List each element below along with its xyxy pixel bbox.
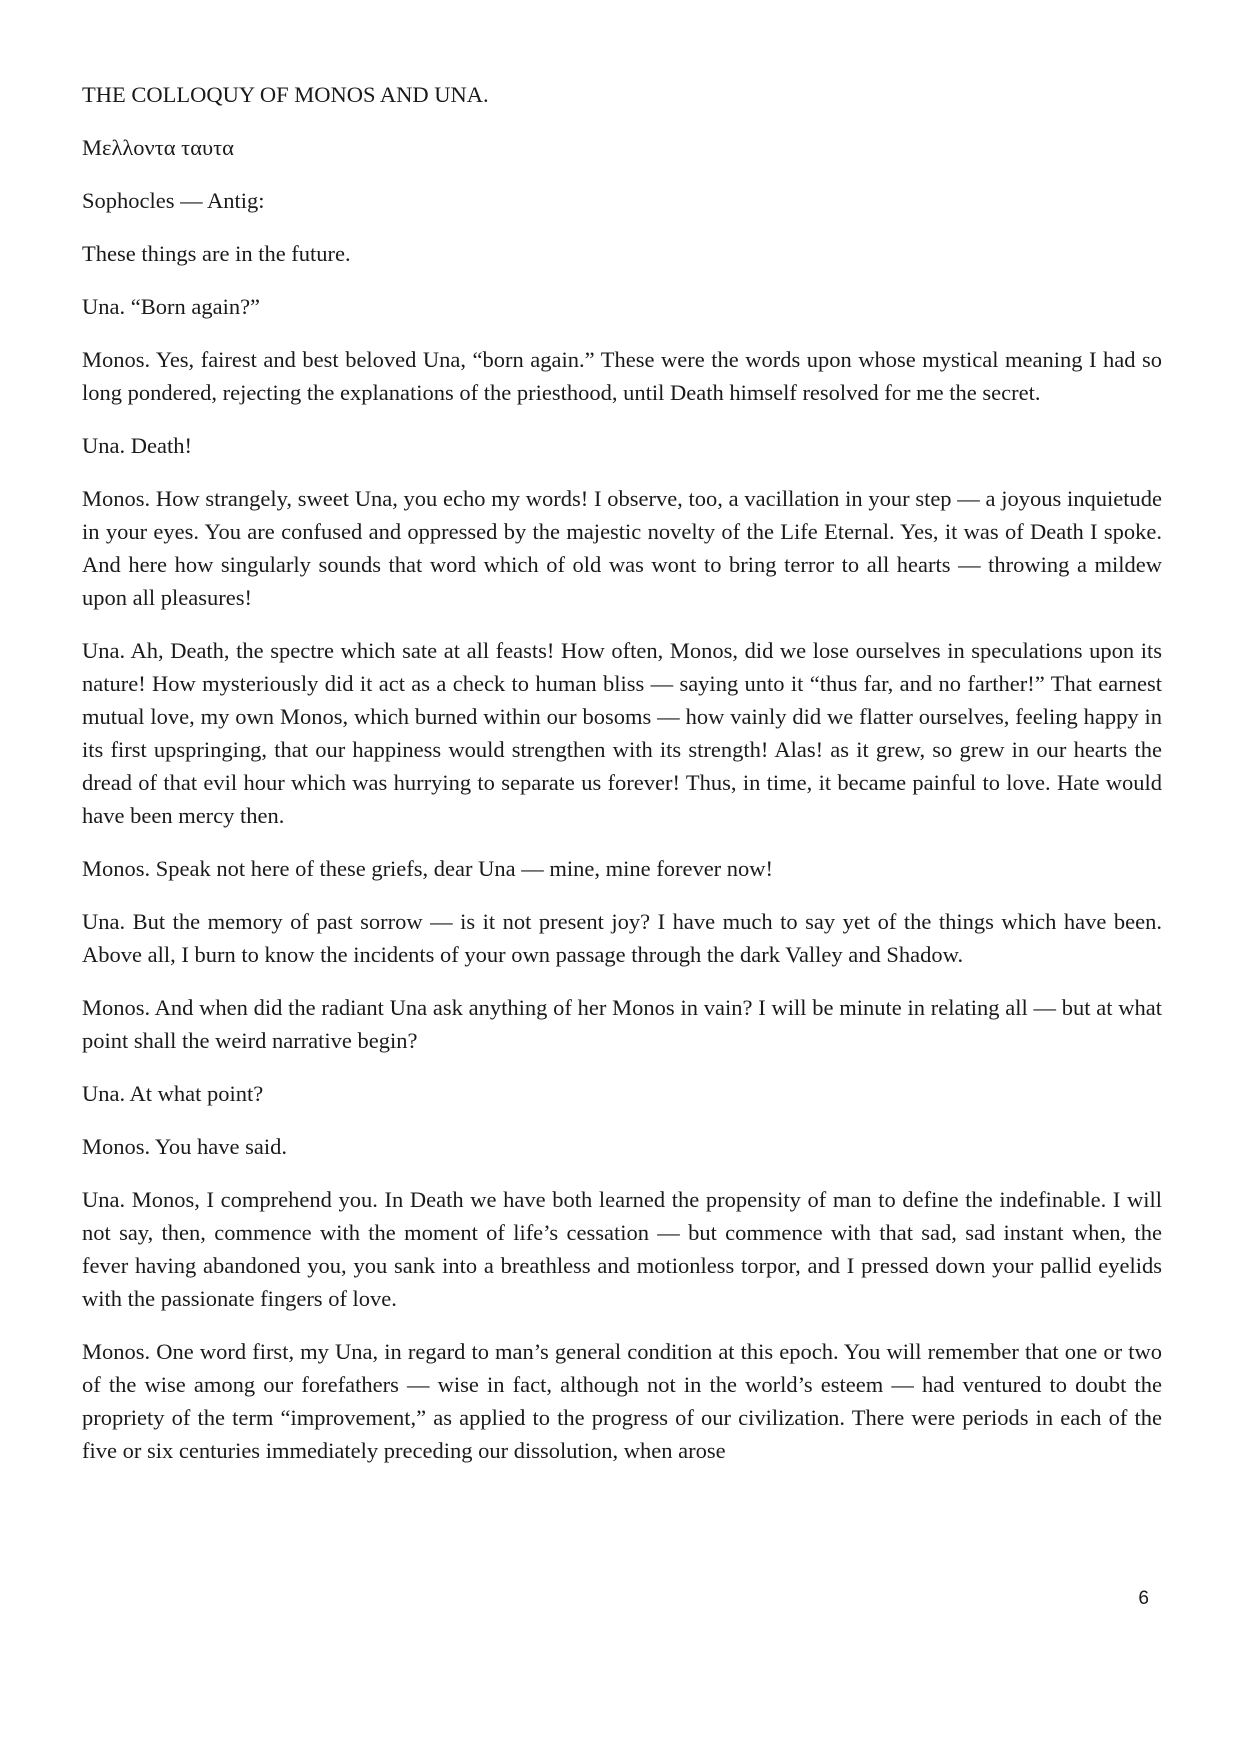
dialogue-paragraph: Monos. You have said. [82, 1134, 288, 1159]
dialogue-paragraph: Monos. How strangely, sweet Una, you echo my words! I observe, too, a vacillation in your step — a joyous inquietude in your eyes. You are confused and oppressed by the majestic novelty of the Life Eternal. Yes, it was of Death I spoke. And here how singularly sounds that word which of old was wont to bring terror to all hearts — throwing a mildew upon all pleasures! [82, 486, 1162, 610]
epigraph-greek: Μελλοντα ταυτα [82, 135, 234, 160]
dialogue-paragraph: Una. “Born again?” [82, 294, 261, 319]
dialogue-paragraph: Monos. And when did the radiant Una ask anything of her Monos in vain? I will be minute in relating all — but at what point shall the weird narrative begin? [82, 995, 1162, 1053]
dialogue-paragraph: Monos. Speak not here of these griefs, dear Una — mine, mine forever now! [82, 856, 774, 881]
epigraph-translation: These things are in the future. [82, 241, 351, 266]
epigraph-attribution: Sophocles — Antig: [82, 188, 265, 213]
dialogue-paragraph: Una. Monos, I comprehend you. In Death we have both learned the propensity of man to define the indefinable. I will not say, then, commence with the moment of life’s cessation — but commence with that sad, sad instant when, the fever having abandoned you, you sank into a breathless and motionless torpor, and I pressed down your pallid eyelids with the passionate fingers of love. [82, 1187, 1162, 1311]
dialogue-paragraph: Una. Death! [82, 433, 192, 458]
dialogue-paragraph: Una. At what point? [82, 1081, 264, 1106]
dialogue-paragraph: Monos. One word first, my Una, in regard to man’s general condition at this epoch. You will remember that one or two of the wise among our forefathers — wise in fact, although not in the world’s esteem — had ventured to doubt the propriety of the term “improvement,” as applied to the progress of our civilization. There were periods in each of the five or six centuries immediately preceding our dissolution, when arose [82, 1339, 1162, 1463]
dialogue-paragraph: Una. But the memory of past sorrow — is it not present joy? I have much to say yet of the things which have been. Above all, I burn to know the incidents of your own passage through the dark Valley and Shadow. [82, 909, 1162, 967]
dialogue-paragraph: Una. Ah, Death, the spectre which sate at all feasts! How often, Monos, did we lose ourselves in speculations upon its nature! How mysteriously did it act as a check to human bliss — saying unto it “thus far, and no farther!” That earnest mutual love, my own Monos, which burned within our bosoms — how vainly did we flatter ourselves, feeling happy in its first upspringing, that our happiness would strengthen with its strength! Alas! as it grew, so grew in our hearts the dread of that evil hour which was hurrying to separate us forever! Thus, in time, it became painful to love. Hate would have been mercy then. [82, 638, 1162, 828]
page-number: 6 [1138, 1588, 1149, 1609]
dialogue-paragraph: Monos. Yes, fairest and best beloved Una, “born again.” These were the words upon whose mystical meaning I had so long pondered, rejecting the explanations of the priesthood, until Death himself resolved for me the secret. [82, 347, 1162, 405]
document-body [82, 78, 1162, 1487]
document-title: THE COLLOQUY OF MONOS AND UNA. [82, 82, 489, 107]
